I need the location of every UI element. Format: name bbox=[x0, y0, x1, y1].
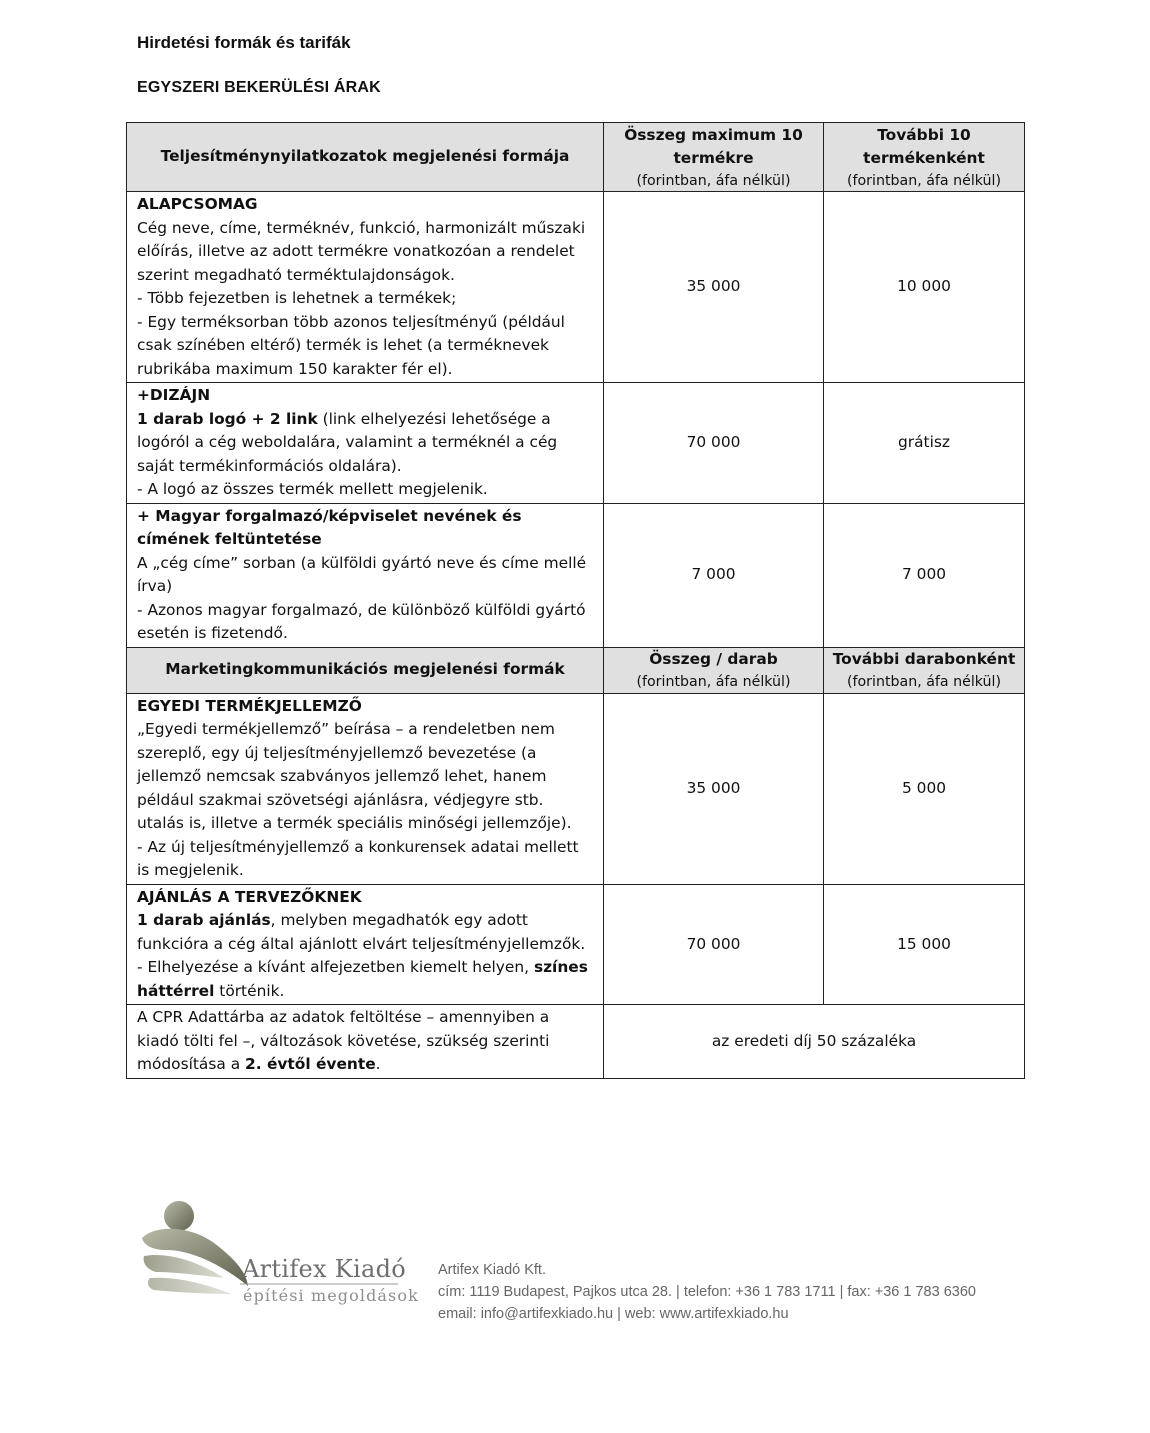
company-info bbox=[438, 1259, 976, 1325]
header-price-note: (forintban, áfa nélkül) bbox=[636, 673, 791, 690]
row-bullet: - Az új teljesítményjellemző a konkurensek adatai mellett is megjelenik. bbox=[137, 837, 579, 879]
row-description bbox=[127, 884, 604, 1005]
header-price-label: Összeg maximum 10 termékre bbox=[624, 125, 803, 167]
table-header-row bbox=[127, 123, 1025, 192]
row-bullet bbox=[137, 956, 594, 1003]
row-lead-rest: (link elhelyezési lehetősége a logóról a cég weboldalára, valamint a terméknél a cég saját termékinformációs oldalára). bbox=[137, 409, 558, 475]
header-col-format: Teljesítménynyilatkozatok megjelenési formája bbox=[127, 123, 604, 192]
row-description bbox=[127, 192, 604, 383]
price-cell: 70 000 bbox=[604, 884, 824, 1005]
section-subtitle: EGYSZERI BEKERÜLÉSI ÁRAK bbox=[137, 79, 381, 96]
extra-price-cell: 5 000 bbox=[824, 693, 1025, 884]
company-name: Artifex Kiadó Kft. bbox=[438, 1262, 546, 1278]
table-row bbox=[127, 1005, 1025, 1079]
row-bullet-bold: színes háttérrel bbox=[137, 958, 588, 1000]
price-cell: 7 000 bbox=[604, 503, 824, 647]
row-bullet: - Azonos magyar forgalmazó, de különböző külföldi gyártó esetén is fizetendő. bbox=[137, 600, 586, 642]
header-col-format: Marketingkommunikációs megjelenési formák bbox=[127, 647, 604, 693]
table-row bbox=[127, 693, 1025, 884]
row-heading: + Magyar forgalmazó/képviselet nevének és címének feltüntetése bbox=[137, 506, 522, 548]
merged-price-cell: az eredeti díj 50 százaléka bbox=[604, 1005, 1025, 1079]
row-description bbox=[127, 383, 604, 504]
table-header-row bbox=[127, 647, 1025, 693]
company-contact: email: info@artifexkiado.hu | web: www.artifexkiado.hu bbox=[438, 1306, 789, 1322]
row-text bbox=[137, 909, 594, 956]
row-heading: AJÁNLÁS A TERVEZŐKNEK bbox=[137, 887, 362, 906]
extra-price-cell: 7 000 bbox=[824, 503, 1025, 647]
brand-tagline: építési megoldások bbox=[243, 1286, 419, 1305]
row-description bbox=[127, 503, 604, 647]
row-description bbox=[127, 693, 604, 884]
row-lead-rest: , melyben megadhatók egy adott funkcióra a cég által ajánlott elvárt teljesítményjellemzők. bbox=[137, 911, 586, 953]
row-bullet: - Több fejezetben is lehetnek a termékek; bbox=[137, 289, 457, 307]
row-heading: ALAPCSOMAG bbox=[137, 195, 258, 213]
price-cell: 35 000 bbox=[604, 192, 824, 383]
row-text-bold: 2. évtől évente bbox=[245, 1055, 376, 1073]
header-extra-note: (forintban, áfa nélkül) bbox=[846, 673, 1002, 690]
row-bullet: - A logó az összes termék mellett megjelenik. bbox=[137, 480, 488, 498]
page-title: Hirdetési formák és tarifák bbox=[137, 33, 351, 52]
row-heading: +DIZÁJN bbox=[137, 386, 211, 404]
row-heading: EGYEDI TERMÉKJELLEMZŐ bbox=[137, 696, 362, 715]
row-text: Cég neve, címe, terméknév, funkció, harmonizált műszaki előírás, illetve az adott termékre vonatkozóan a rendelet szerint megadható terméktulajdonságok. bbox=[137, 218, 586, 284]
row-text bbox=[137, 408, 594, 479]
row-bullet-pre: - Elhelyezése a kívánt alfejezetben kiemelt helyen, bbox=[137, 958, 534, 976]
row-text: A „cég címe” sorban (a külföldi gyártó neve és címe mellé írva) bbox=[137, 553, 587, 595]
extra-price-cell: 10 000 bbox=[824, 192, 1025, 383]
table-row bbox=[127, 383, 1025, 504]
header-extra-label: További 10 termékenként bbox=[863, 125, 985, 167]
extra-price-cell: 15 000 bbox=[824, 884, 1025, 1005]
header-col-extra bbox=[824, 647, 1025, 693]
row-bullet-post: történik. bbox=[214, 981, 285, 1000]
header-col-price bbox=[604, 647, 824, 693]
table-row bbox=[127, 192, 1025, 383]
header-extra-label: További darabonként bbox=[832, 650, 1016, 669]
extra-price-cell: grátisz bbox=[824, 383, 1025, 504]
header-extra-note: (forintban, áfa nélkül) bbox=[846, 172, 1002, 189]
table-row bbox=[127, 884, 1025, 1005]
brand-name: Artifex Kiadó bbox=[242, 1255, 407, 1283]
header-price-label: Összeg / darab bbox=[649, 650, 778, 669]
row-text-post: . bbox=[375, 1055, 381, 1073]
row-text-pre: A CPR Adattárba az adatok feltöltése – amennyiben a kiadó tölti fel –, változások követése, szükség szerinti módosítása a bbox=[137, 1008, 550, 1073]
row-text: „Egyedi termékjellemző” beírása – a rendeletben nem szereplő, egy új teljesítményjellemző bevezetése (a jellemző nemcsak szabványos jellemző lehet, hanem például szakmai szövetségi ajánlásra, védjegyre stb. utalás is, illetve a termék speciális minőségi jellemzője). bbox=[137, 720, 572, 832]
pricing-table bbox=[126, 122, 1025, 1079]
price-cell: 70 000 bbox=[604, 383, 824, 504]
table-row bbox=[127, 503, 1025, 647]
row-bullet: - Egy terméksorban több azonos teljesítményű (például csak színében eltérő) termék is lehet (a terméknevek rubrikába maximum 150 karakter fér el). bbox=[137, 312, 565, 378]
header-col-price bbox=[604, 123, 824, 192]
price-cell: 35 000 bbox=[604, 693, 824, 884]
row-lead-bold: 1 darab logó + 2 link bbox=[137, 409, 318, 428]
row-lead-bold: 1 darab ajánlás bbox=[137, 911, 271, 929]
row-description bbox=[127, 1005, 604, 1079]
header-price-note: (forintban, áfa nélkül) bbox=[636, 172, 791, 189]
header-col-extra bbox=[824, 123, 1025, 192]
company-address: cím: 1119 Budapest, Pajkos utca 28. | telefon: +36 1 783 1711 | fax: +36 1 783 6360 bbox=[438, 1284, 976, 1300]
